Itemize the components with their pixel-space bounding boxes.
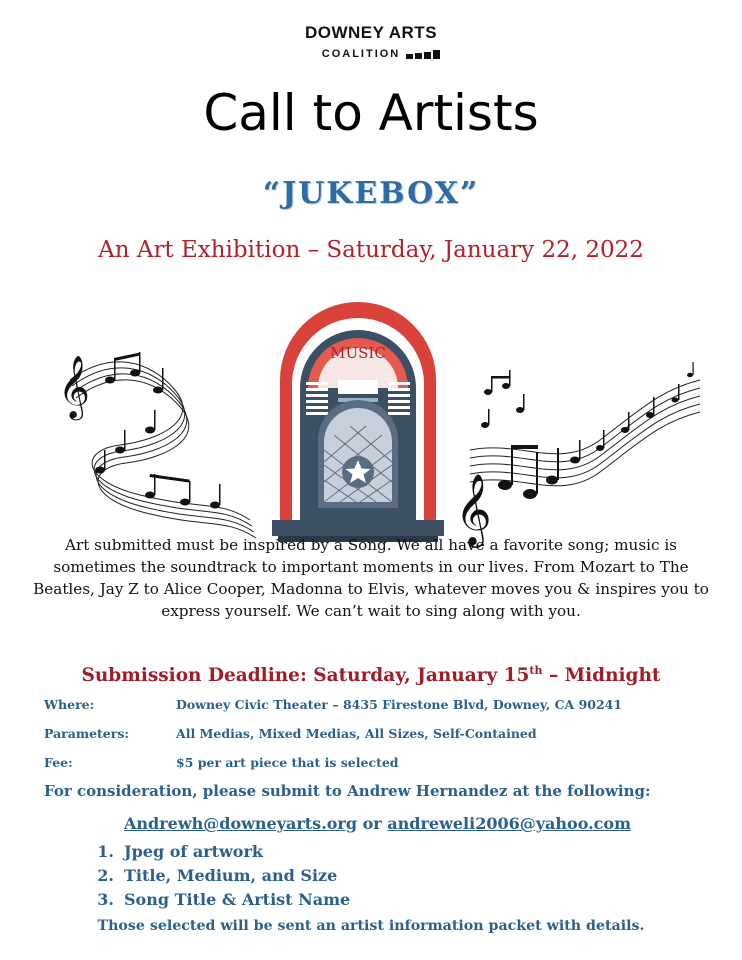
email-link-secondary[interactable]: andreweli2006@yahoo.com bbox=[387, 814, 632, 833]
deadline-text: Submission Deadline: Saturday, January 15 bbox=[81, 665, 530, 687]
fee-value: $5 per art piece that is selected bbox=[176, 755, 399, 770]
email-joiner: or bbox=[357, 814, 388, 833]
logo-subtitle-row bbox=[322, 48, 441, 60]
deadline-time: – Midnight bbox=[542, 665, 661, 687]
logo bbox=[0, 24, 742, 61]
parameters-label: Parameters: bbox=[44, 726, 129, 741]
requirements-list bbox=[84, 840, 350, 912]
right-music-notes-icon bbox=[455, 380, 700, 548]
exhibition-name: “JUKEBOX” bbox=[262, 176, 480, 211]
list-item bbox=[84, 864, 350, 888]
where-value: Downey Civic Theater – 8435 Firestone Blvd, Downey, CA 90241 bbox=[176, 697, 623, 712]
list-item bbox=[84, 840, 350, 864]
fee-label: Fee: bbox=[44, 755, 73, 770]
list-number: 3. bbox=[97, 890, 114, 909]
list-text: Jpeg of artwork bbox=[124, 842, 263, 861]
list-item bbox=[84, 888, 350, 912]
svg-text:𝄞: 𝄞 bbox=[455, 472, 492, 545]
svg-text:𝄞: 𝄞 bbox=[58, 355, 90, 418]
contact-emails bbox=[124, 814, 631, 833]
list-number: 2. bbox=[97, 866, 114, 885]
left-music-notes-icon bbox=[58, 355, 256, 538]
jukebox-icon bbox=[272, 302, 444, 542]
description: Art submitted must be inspired by a Song. We all have a favorite song; music is sometimes the soundtrack to important moments in our lives. From Mozart to The Beatles, Jay Z to Alice Cooper, Madonna to Elvis, whatever moves you & inspires you to express yourself. We can’t wait to sing along with you. bbox=[33, 536, 709, 620]
submission-deadline bbox=[0, 657, 742, 690]
footer-note: Those selected will be sent an artist information packet with details. bbox=[97, 918, 645, 934]
list-text: Title, Medium, and Size bbox=[124, 866, 338, 885]
jukebox-sign: MUSIC bbox=[330, 344, 386, 362]
list-text: Song Title & Artist Name bbox=[124, 890, 351, 909]
logo-title: DOWNEY ARTS bbox=[304, 23, 438, 42]
deadline-suffix-ordinal: th bbox=[529, 664, 543, 677]
consideration-text: For consideration, please submit to Andrew Hernandez at the following: bbox=[44, 782, 651, 800]
where-label: Where: bbox=[44, 697, 95, 712]
jukebox-illustration bbox=[0, 280, 742, 550]
event-date-line: An Art Exhibition – Saturday, January 22, 2022 bbox=[98, 237, 644, 263]
list-number: 1. bbox=[97, 842, 114, 861]
logo-bars-icon bbox=[406, 50, 440, 59]
email-link-primary[interactable]: Andrewh@downeyarts.org bbox=[124, 814, 358, 833]
logo-subtitle: COALITION bbox=[321, 48, 401, 60]
page-title: Call to Artists bbox=[203, 84, 539, 142]
parameters-value: All Medias, Mixed Medias, All Sizes, Self-Contained bbox=[176, 726, 537, 741]
